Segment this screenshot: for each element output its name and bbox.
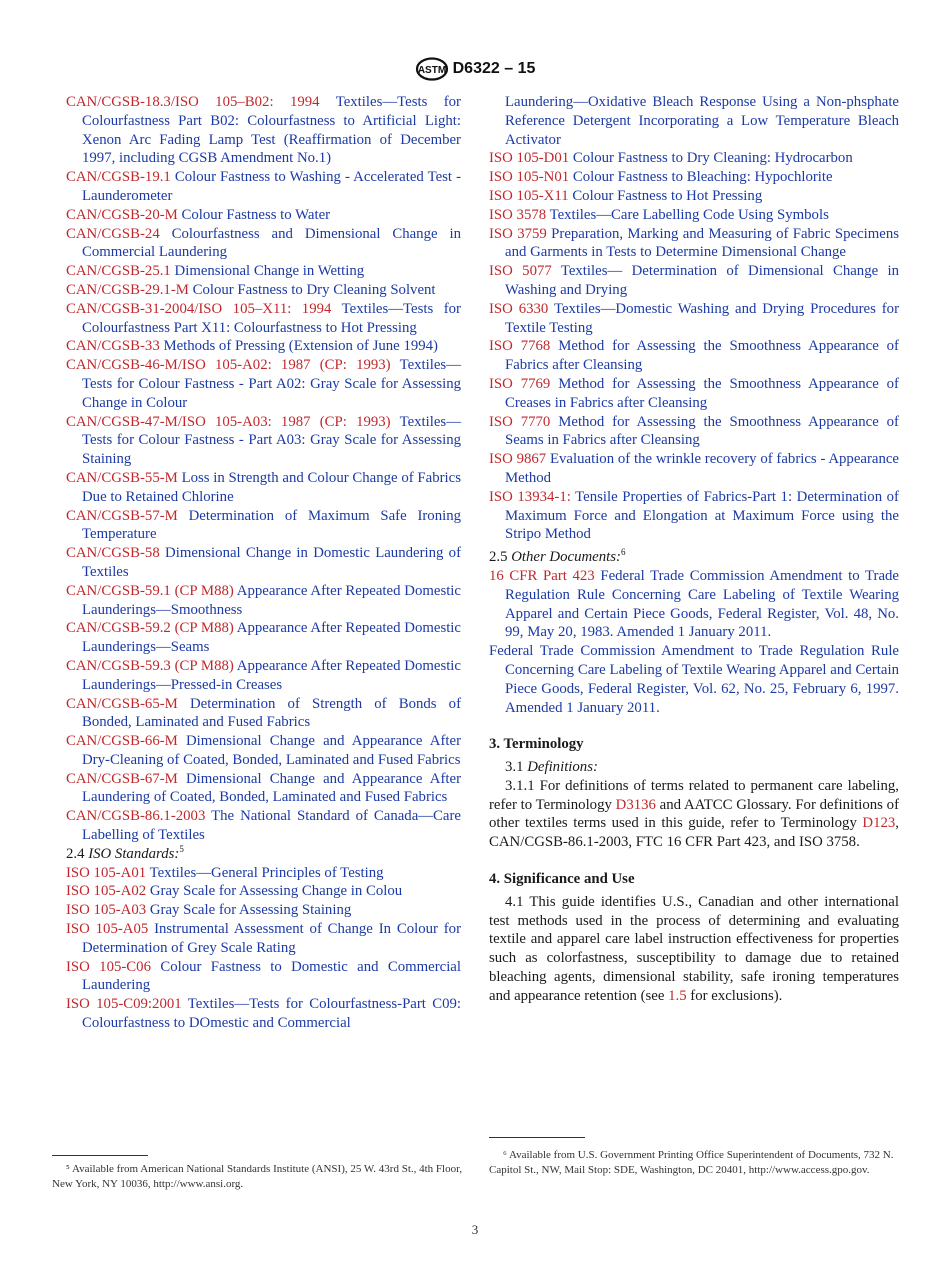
reference-item: [66, 901, 461, 920]
reference-title-link[interactable]: The National Standard of Canada—Care Labelling of Textiles: [82, 808, 461, 844]
reference-title-link[interactable]: Preparation, Marking and Measuring of Fabric Specimens and Garments in Tests to Determine Dimensional Change: [505, 225, 899, 261]
reference-code-link[interactable]: CAN/CGSB-20-M: [66, 206, 178, 223]
reference-code-link[interactable]: CAN/CGSB-55-M: [66, 469, 178, 486]
reference-title-link[interactable]: Textiles—Tests for Colour Fastness - Part A03: Gray Scale for Assessing Staining: [82, 413, 461, 468]
reference-title-link[interactable]: Appearance After Repeated Domestic Launderings—Seams: [82, 620, 461, 656]
reference-item: [66, 225, 461, 263]
reference-item: [66, 582, 461, 620]
reference-code-link[interactable]: ISO 105-A05: [66, 921, 149, 938]
reference-code-link[interactable]: CAN/CGSB-58: [66, 545, 160, 562]
d123-link[interactable]: D123: [862, 815, 896, 832]
reference-code-link[interactable]: CAN/CGSB-25.1: [66, 263, 171, 280]
reference-item: [489, 300, 899, 338]
reference-title-link[interactable]: Tensile Properties of Fabrics-Part 1: Determination of Maximum Force and Elongation at Maximum Force using the Stripo Method: [505, 488, 899, 543]
reference-item: [66, 882, 461, 901]
reference-item: [489, 413, 899, 451]
reference-title-link[interactable]: Colour Fastness to Domestic and Commercial Laundering: [82, 958, 461, 994]
reference-title-link[interactable]: Appearance After Repeated Domestic Launderings—Pressed-in Creases: [82, 657, 461, 693]
reference-title-link[interactable]: Colour Fastness to Washing - Accelerated Test - Launderometer: [82, 169, 462, 204]
reference-item: [489, 567, 899, 642]
reference-code-link[interactable]: CAN/CGSB-59.1 (CP M88): [66, 582, 234, 599]
reference-title-link[interactable]: Federal Trade Commission Amendment to Trade Regulation Rule Concerning Care Labeling of Textile Wearing Apparel and Certain Piece Goods, Federal Register, Vol. 62, No. 25, February 6, 1997. Amended 1 January 2011.: [489, 643, 899, 716]
reference-title-link[interactable]: Textiles—Tests for Colourfastness-Part C09: Colourfastness to DOmestic and Commercial: [82, 996, 461, 1032]
reference-code-link[interactable]: ISO 5077: [489, 263, 552, 280]
svg-text:ASTM: ASTM: [417, 65, 446, 76]
reference-item: [66, 93, 461, 168]
astm-logo-icon: [415, 57, 449, 81]
reference-title-link[interactable]: Evaluation of the wrinkle recovery of fabrics - Appearance Method: [505, 451, 899, 486]
reference-title-link[interactable]: Colour Fastness to Dry Cleaning Solvent: [192, 281, 436, 298]
reference-title-link[interactable]: Determination of Maximum Safe Ironing Temperature: [82, 507, 462, 543]
reference-item: [66, 864, 461, 883]
reference-item: [66, 770, 461, 808]
footnote-5: ⁵ Available from American National Standards Institute (ANSI), 25 W. 43rd St., 4th Floor, New York, NY 10036, http://www.ansi.org.: [52, 1163, 463, 1190]
reference-item: [489, 225, 899, 263]
reference-code-link[interactable]: CAN/CGSB-24: [66, 225, 160, 242]
reference-title-link[interactable]: Dimensional Change and Appearance After Dry-Cleaning of Coated, Bonded, Laminated and Fused Fabrics: [82, 733, 461, 768]
reference-code-link[interactable]: ISO 7770: [489, 413, 551, 430]
reference-code-link[interactable]: CAN/CGSB-33: [66, 338, 160, 355]
reference-code-link[interactable]: ISO 105-X11: [489, 187, 569, 204]
reference-code-link[interactable]: ISO 9867: [489, 451, 547, 468]
reference-item: [66, 657, 461, 695]
reference-item: [489, 450, 899, 488]
reference-title-link[interactable]: Textiles—Domestic Washing and Drying Procedures for Textile Testing: [505, 300, 900, 336]
reference-title-link[interactable]: Gray Scale for Assessing Change in Colou: [149, 883, 403, 900]
reference-code-link[interactable]: ISO 105-C09:2001: [66, 996, 182, 1013]
reference-title-link[interactable]: Colour Fastness to Water: [181, 206, 331, 223]
reference-code-link[interactable]: CAN/CGSB-66-M: [66, 733, 178, 750]
other-documents-heading: 2.5 Other Documents:$^6$: [489, 547, 626, 566]
right-column: [489, 93, 899, 1006]
reference-item: [66, 168, 461, 206]
reference-item: [489, 262, 899, 300]
reference-code-link[interactable]: ISO 7769: [489, 375, 551, 392]
section-1-5-link[interactable]: 1.5: [668, 987, 687, 1004]
left-column: [66, 93, 461, 1033]
significance-paragraph: 4.1 This guide identifies U.S., Canadian and other international test methods used in the process of determining and evaluating textile and apparel care label instruction effectiveness for properties such as colorfastness, susceptibility to damage due to retained bleaching agents, dimensional stability, safe ironing temperatures and appearance retention (see 1.5 for exclusions).: [489, 893, 899, 1004]
footnote-rule-right: [489, 1137, 585, 1138]
reference-code-link[interactable]: ISO 105-A02: [66, 883, 147, 900]
reference-item: [66, 695, 461, 733]
reference-item: [66, 469, 461, 507]
reference-title-link[interactable]: Federal Trade Commission Amendment to Trade Regulation Rule Concerning Care Labeling of Textile Wearing Apparel and Certain Piece Goods, Federal Register, Vol. 48, No. 99, May 20, 1983. Amended 1 January 2011.: [505, 567, 899, 641]
reference-item: [489, 642, 899, 717]
reference-title-link[interactable]: Method for Assessing the Smoothness Appearance of Fabrics after Cleansing: [505, 338, 899, 374]
reference-title-link[interactable]: Colour Fastness to Bleaching: Hypochlorite: [572, 169, 833, 186]
footnote-rule-left: [52, 1155, 148, 1156]
reference-title-link[interactable]: Textiles—Care Labelling Code Using Symbols: [549, 206, 829, 223]
terminology-paragraph: 3.1.1 For definitions of terms related to permanent care labeling, refer to Terminology D3136 and AATCC Glossary. For definitions of other textiles terms used in this guide, refer to Terminology D123, CAN/CGSB-86.1-2003, FTC 16 CFR Part 423, and ISO 3758.: [489, 777, 899, 851]
section-3-heading: 3. Terminology: [489, 736, 584, 753]
reference-title-link[interactable]: Determination of Strength of Bonds of Bonded, Laminated and Fused Fabrics: [82, 695, 462, 731]
reference-title-link[interactable]: Loss in Strength and Colour Change of Fabrics Due to Retained Chlorine: [82, 469, 461, 505]
reference-code-link[interactable]: ISO 6330: [489, 300, 549, 317]
reference-item: [66, 619, 461, 657]
reference-item: [66, 300, 461, 338]
reference-code-link[interactable]: CAN/CGSB-57-M: [66, 507, 178, 524]
reference-title-link[interactable]: Method for Assessing the Smoothness Appearance of Creases in Fabrics after Cleansing: [505, 375, 899, 411]
canadian-reference-list: [66, 93, 461, 845]
section-4-heading: 4. Significance and Use: [489, 871, 635, 888]
reference-code-link[interactable]: CAN/CGSB-67-M: [66, 770, 178, 787]
footnote-6: ⁶ Available from U.S. Government Printing Office Superintendent of Documents, 732 N. Capitol St., NW, Mail Stop: SDE, Washington, DC 20401, http://www.access.gpo.gov.: [489, 1149, 894, 1176]
page-number: 3: [471, 1222, 479, 1237]
reference-code-link[interactable]: ISO 7768: [489, 338, 551, 355]
reference-item: [66, 356, 461, 412]
reference-item: [66, 995, 461, 1033]
reference-item: [66, 544, 461, 582]
reference-item: [66, 920, 461, 958]
reference-code-link[interactable]: CAN/CGSB-86.1-2003: [66, 808, 206, 825]
reference-code-link[interactable]: ISO 105-A03: [66, 902, 147, 919]
reference-code-link[interactable]: 16 CFR Part 423: [489, 567, 595, 584]
reference-item: [66, 732, 461, 770]
designation-title: D6322 – 15: [452, 60, 536, 77]
reference-item: [66, 337, 461, 356]
reference-title-link[interactable]: Instrumental Assessment of Change In Colour for Determination of Grey Scale Rating: [82, 921, 461, 956]
definitions-subheading: 3.1 Definitions:: [505, 759, 598, 776]
reference-code-link[interactable]: CAN/CGSB-18.3/ISO 105–B02: 1994: [66, 94, 320, 110]
reference-title-link[interactable]: Methods of Pressing (Extension of June 1994): [163, 338, 438, 355]
reference-title-link[interactable]: Textiles—General Principles of Testing: [149, 864, 384, 881]
reference-code-link[interactable]: CAN/CGSB-46-M/ISO 105-A02: 1987 (CP: 1993): [66, 357, 391, 374]
reference-code-link[interactable]: ISO 105-A01: [66, 864, 147, 881]
reference-title-link[interactable]: Colour Fastness to Dry Cleaning: Hydrocarbon: [572, 150, 853, 167]
reference-title-link[interactable]: Appearance After Repeated Domestic Launderings—Smoothness: [82, 582, 461, 618]
iso-reference-list: [66, 864, 461, 1033]
d3136-link[interactable]: D3136: [615, 796, 656, 813]
reference-title-link[interactable]: Colour Fastness to Hot Pressing: [572, 187, 763, 204]
reference-item: [66, 507, 461, 545]
reference-item: [489, 375, 899, 413]
reference-code-link[interactable]: CAN/CGSB-31-2004/ISO 105–X11: 1994: [66, 300, 332, 317]
reference-item: [489, 149, 899, 168]
reference-code-link[interactable]: ISO 105-D01: [489, 150, 570, 167]
reference-code-link[interactable]: ISO 105-C06: [66, 958, 151, 975]
reference-title-link[interactable]: Textiles—Tests for Colourfastness Part X11: Colourfastness to Hot Pressing: [82, 300, 461, 336]
reference-title-link[interactable]: Dimensional Change in Wetting: [174, 263, 365, 280]
reference-code-link[interactable]: CAN/CGSB-47-M/ISO 105-A03: 1987 (CP: 1993): [66, 413, 391, 430]
reference-item: [489, 168, 899, 187]
other-documents-list: [489, 567, 899, 717]
reference-code-link[interactable]: CAN/CGSB-59.3 (CP M88): [66, 657, 234, 674]
reference-title-link[interactable]: Dimensional Change and Appearance After Laundering of Coated, Bonded, Laminated and Fused Fabrics: [82, 770, 461, 806]
reference-code-link[interactable]: ISO 105-N01: [489, 169, 570, 186]
reference-item: [66, 206, 461, 225]
iso-reference-list-continued: [489, 149, 899, 544]
reference-code-link[interactable]: CAN/CGSB-65-M: [66, 695, 178, 712]
reference-title-link[interactable]: Textiles—Tests for Colourfastness Part B02: Colourfastness to Artificial Light: Xenon Arc Fading Lamp Test (Reaffirmation of December 1997, including CGSB Amendment No.1): [82, 94, 461, 167]
reference-title-link[interactable]: Colourfastness and Dimensional Change in Commercial Laundering: [82, 225, 461, 261]
reference-item: [66, 958, 461, 996]
reference-item: [66, 413, 461, 469]
reference-code-link[interactable]: CAN/CGSB-19.1: [66, 169, 171, 186]
reference-code-link[interactable]: ISO 3578: [489, 206, 547, 223]
iso-standards-heading: 2.4 ISO Standards:$^5$: [66, 843, 184, 862]
reference-title-link[interactable]: Gray Scale for Assessing Staining: [149, 902, 352, 919]
reference-item: [489, 187, 899, 206]
reference-item: [66, 262, 461, 281]
reference-title-link[interactable]: Textiles—Tests for Colour Fastness - Part A02: Gray Scale for Assessing Change in Colour: [82, 357, 461, 411]
reference-title-link[interactable]: Dimensional Change in Domestic Laundering of Textiles: [82, 545, 462, 580]
reference-item: [489, 488, 899, 544]
reference-title-link[interactable]: Method for Assessing the Smoothness Appearance of Seams in Fabrics after Cleansing: [505, 413, 899, 449]
reference-code-link[interactable]: CAN/CGSB-59.2 (CP M88): [66, 620, 234, 637]
reference-code-link[interactable]: CAN/CGSB-29.1-M: [66, 281, 189, 298]
reference-item: [489, 337, 899, 375]
page-header: [0, 56, 950, 82]
reference-title-link[interactable]: Textiles— Determination of Dimensional Change in Washing and Drying: [505, 263, 899, 298]
reference-item: [66, 281, 461, 300]
reference-code-link[interactable]: ISO 13934-1:: [489, 488, 571, 505]
continued-reference[interactable]: Laundering—Oxidative Bleach Response Using a Non-phsphate Reference Detergent Incorporating a Low Temperature Bleach Activator: [505, 94, 899, 148]
reference-code-link[interactable]: ISO 3759: [489, 225, 547, 242]
reference-item: [66, 807, 461, 845]
reference-item: [489, 206, 899, 225]
